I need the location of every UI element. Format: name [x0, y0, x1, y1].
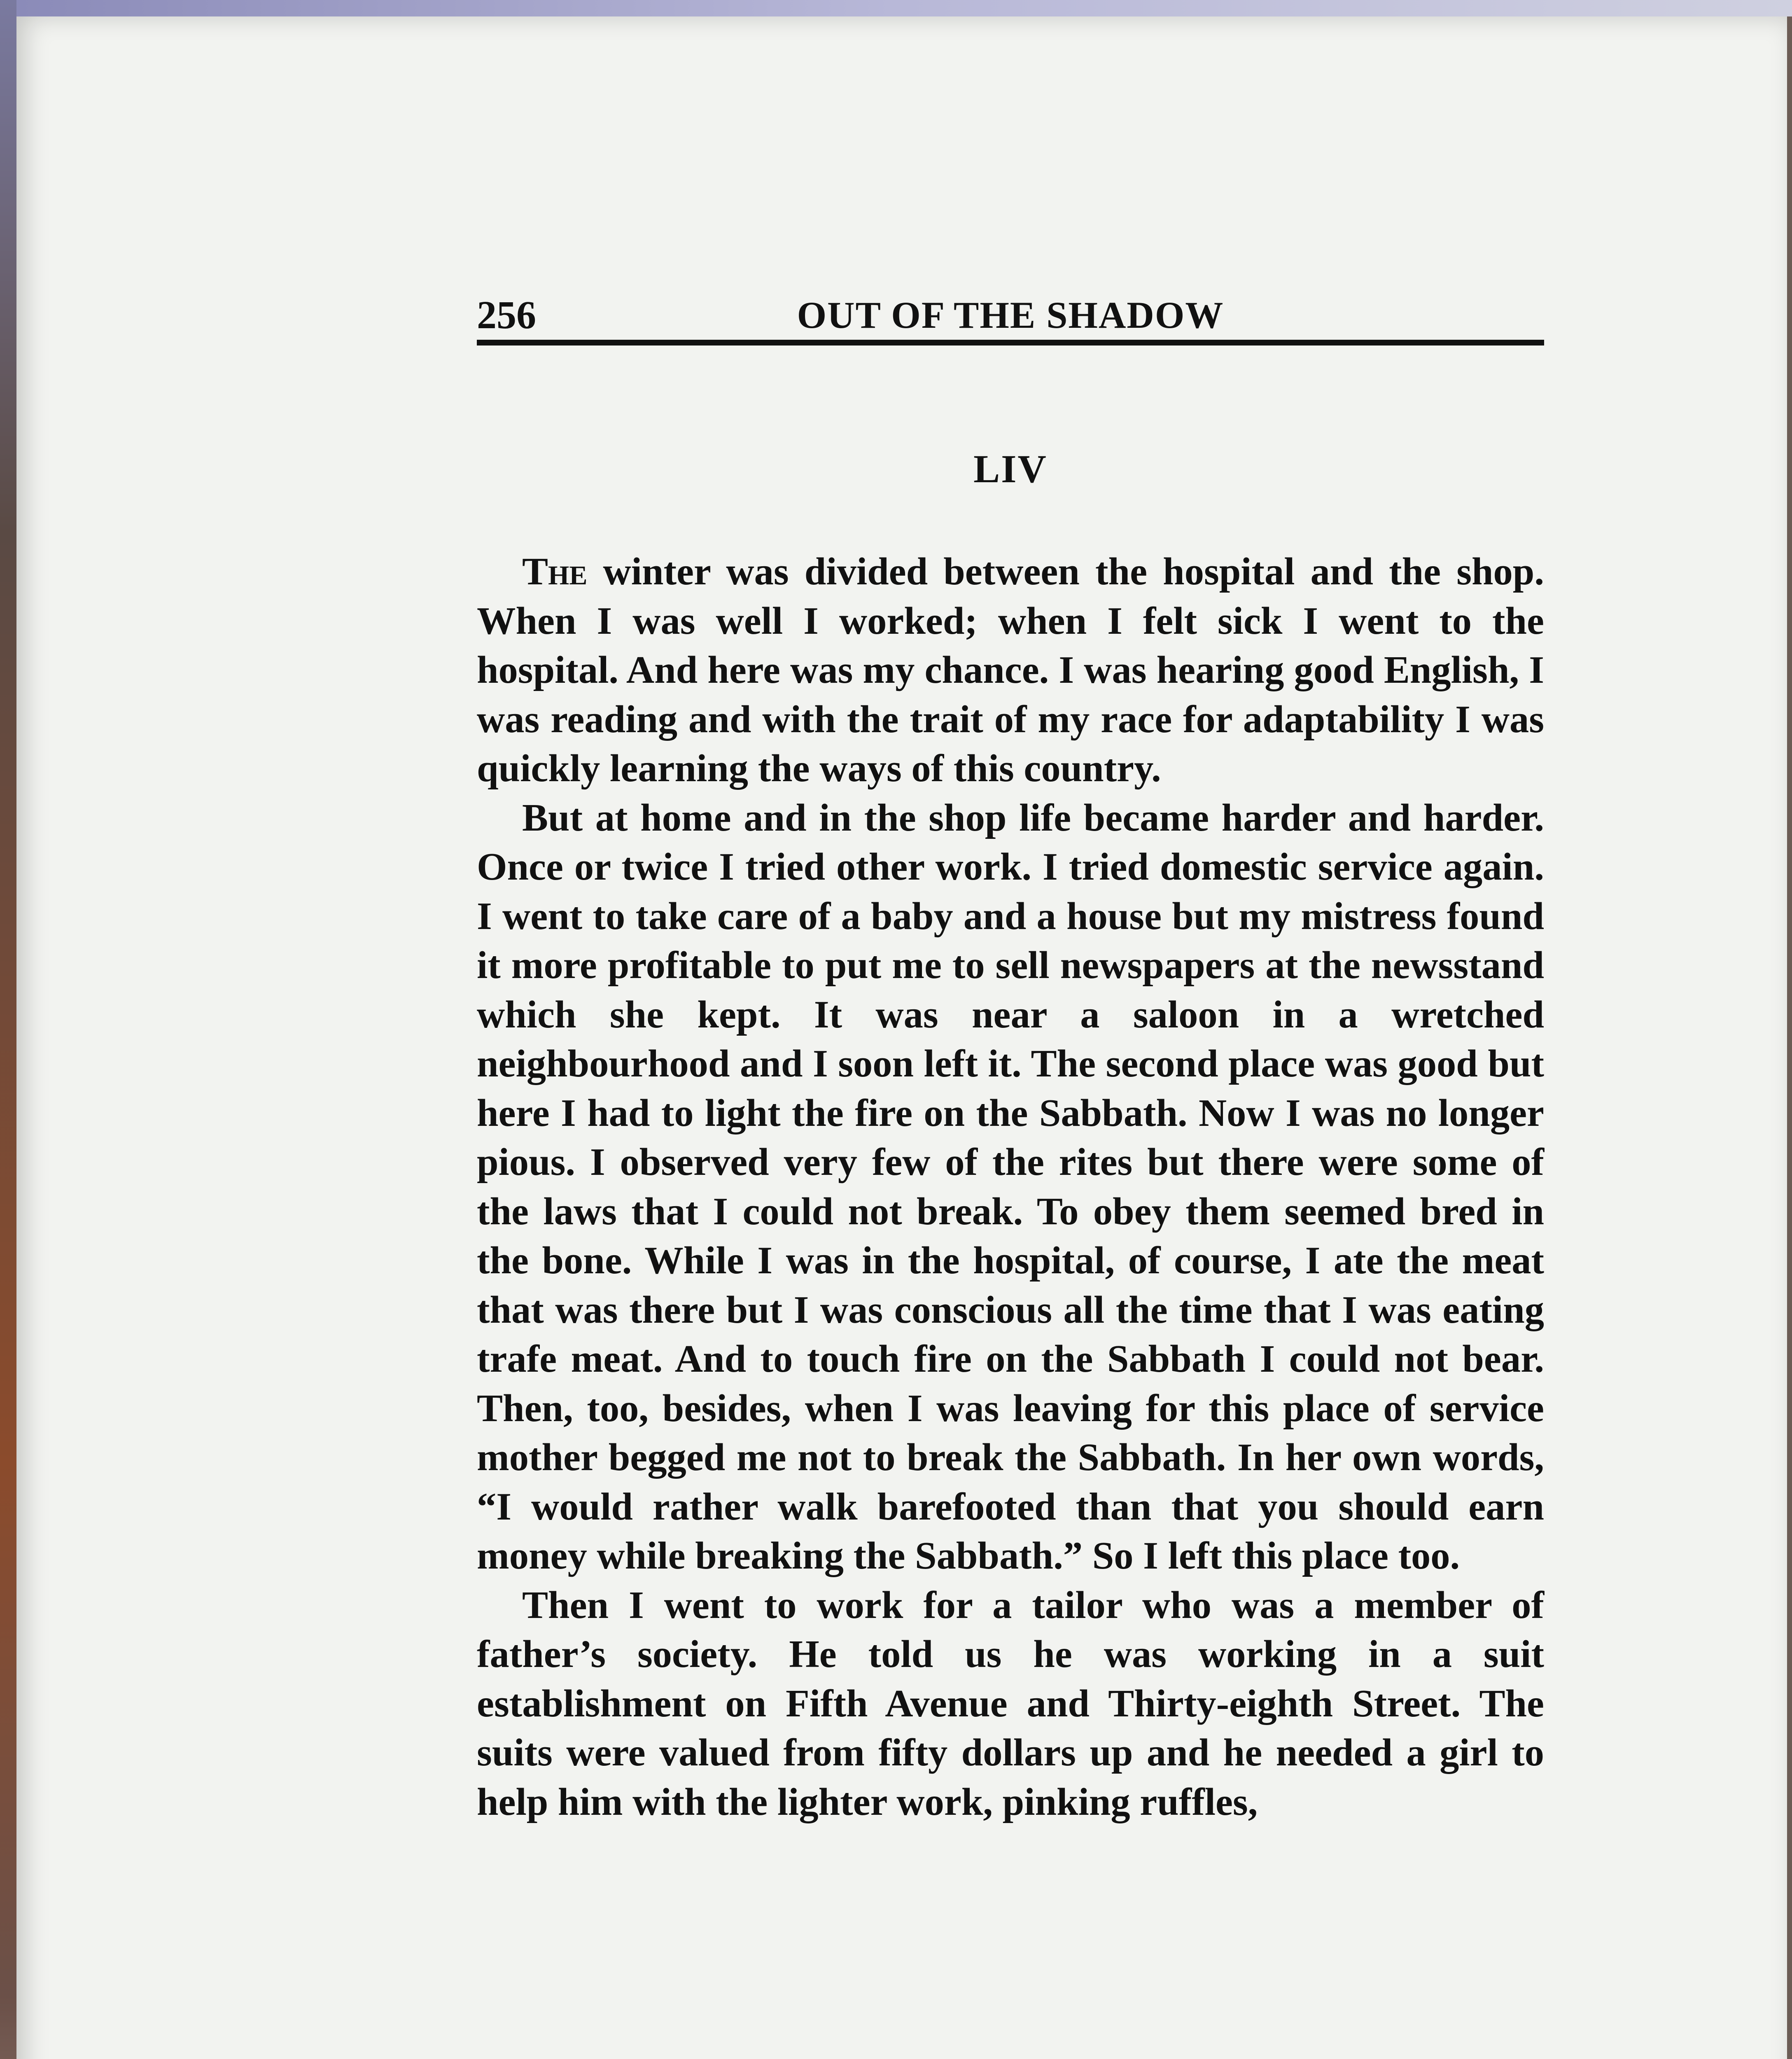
paragraph-text: winter was divided between the hospital and the shop. When I was well I worked; when I felt sick I went to the hospital. And here was my chance. I was hearing good English, I was reading and with the trait of my race for adaptability I was quickly learning the ways of this country.: [477, 550, 1544, 790]
paragraph: [477, 794, 1544, 1581]
paragraph: [477, 547, 1544, 794]
page-number: 256: [477, 293, 536, 337]
left-background-edge: [0, 0, 16, 2059]
body-text: [477, 547, 1544, 1827]
top-background-edge: [0, 0, 1792, 16]
text-block: [477, 290, 1544, 1827]
paragraph-text: Then I went to work for a tailor who was a member of father’s society. He told us he was working in a suit establishment on Fifth Avenue and Thirty-eighth Street. The suits were valued from fifty dollars up and he needed a girl to help him with the lighter work, pinking ruffles,: [477, 1583, 1544, 1823]
chapter-number: LIV: [973, 447, 1048, 491]
paragraph: [477, 1581, 1544, 1827]
page-header: [477, 290, 1544, 346]
paragraph-text: But at home and in the shop life became harder and harder. Once or twice I tried other work. I tried domestic service again. I went to take care of a baby and a house but my mistress found it more profitable to put me to sell newspapers at the newsstand which she kept. It was near a saloon in a wretched neighbourhood and I soon left it. The second place was good but here I had to light the fire on the Sabbath. Now I was no longer pious. I observed very few of the rites but there were some of the laws that I could not break. To obey them seemed bred in the bone. While I was in the hospital, of course, I ate the meat that was there but I was conscious all the time that I was eating trafe meat. And to touch fire on the Sabbath I could not bear. Then, too, besides, when I was leaving for this place of service mother begged me not to break the Sabbath. In her own words, “I would rather walk barefooted than that you should earn money while breaking the Sabbath.” So I left this place too.: [477, 796, 1544, 1577]
running-head: OUT OF THE SHADOW: [797, 294, 1224, 336]
paragraph-lead-word: The: [522, 550, 588, 593]
book-page: [16, 16, 1787, 2059]
